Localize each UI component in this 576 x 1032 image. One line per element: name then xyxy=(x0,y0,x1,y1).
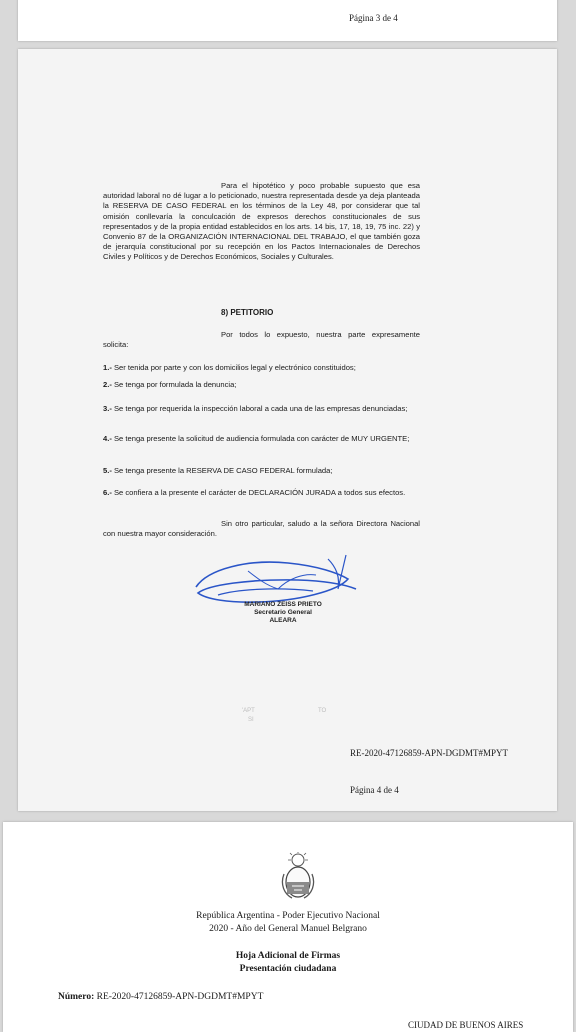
petition-intro: Por todos lo expuesto, nuestra parte expresamente solicita: xyxy=(103,330,420,350)
number-label: Número: xyxy=(58,992,95,1002)
signer-block xyxy=(218,601,348,625)
item-text: Se tenga presente la RESERVA DE CASO FEDERAL formulada; xyxy=(111,466,333,475)
signer-name: MARIANO ZEISS PRIETO xyxy=(244,601,322,608)
faint-stamp-text-2: TO xyxy=(318,708,327,714)
section-heading: 8) PETITORIO xyxy=(221,308,274,317)
item-number: 1.- xyxy=(103,363,112,372)
year-motto: 2020 - Año del General Manuel Belgrano xyxy=(209,924,367,934)
faint-stamp-text-1: 'APT xyxy=(242,708,255,714)
item-text: Se tenga por formulada la denuncia; xyxy=(111,380,237,389)
sheet-title: Hoja Adicional de Firmas xyxy=(235,951,341,961)
item-number: 3.- xyxy=(103,404,112,413)
petition-item-6 xyxy=(103,488,420,498)
reservation-paragraph: Para el hipotético y poco probable supuesto que esa autoridad laboral no dé lugar a lo peticionado, nuestra representada desde ya deja planteada la RESERVA DE CASO FEDERAL en los términos de la Ley 48, por considerar que tal omisión conllevaría la conculcación de expresos derechos constitucionales de sus representados y de la propia entidad establecidos en los arts. 14 bis, 17, 18, 19, 75 inc. 22) y Convenio 87 de la ORGANIZACIÓN INTERNACIONAL DEL TRABAJO, el que también goza de jerarquía constitucional por su recepción en los Pactos Internacionales de Derechos Civiles y Políticos y de Derechos Económicos, Sociales y Culturales. xyxy=(103,181,420,262)
item-number: 6.- xyxy=(103,488,112,497)
item-number: 2.- xyxy=(103,380,112,389)
petition-item-1 xyxy=(103,363,420,373)
signature-sheet-page xyxy=(3,822,573,1032)
petition-item-4 xyxy=(103,434,420,444)
document-page-4 xyxy=(18,49,557,811)
petition-item-2 xyxy=(103,380,420,390)
faint-stamp-text-3: SI xyxy=(248,717,254,723)
item-text: Se tenga por requerida la inspección laboral a cada una de las empresas denunciadas; xyxy=(111,404,408,413)
item-text: Ser tenida por parte y con los domicilios legal y electrónico constituidos; xyxy=(111,363,356,372)
city-text-cutoff: CIUDAD DE BUENOS AIRES xyxy=(408,1020,524,1030)
document-number-row xyxy=(58,992,263,1002)
petition-item-5 xyxy=(103,466,420,476)
number-value: RE-2020-47126859-APN-DGDMT#MPYT xyxy=(96,992,264,1002)
item-number: 4.- xyxy=(103,434,112,443)
government-header: República Argentina - Poder Ejecutivo Nacional xyxy=(196,911,380,921)
petition-item-3 xyxy=(103,404,420,414)
signer-role: Secretario General xyxy=(254,609,312,616)
previous-page-number: Página 3 de 4 xyxy=(349,13,398,23)
sheet-subtitle: Presentación ciudadana xyxy=(239,964,337,974)
item-text: Se confiera a la presente el carácter de DECLARACIÓN JURADA a todos sus efectos. xyxy=(111,488,406,497)
item-text: Se tenga presente la solicitud de audiencia formulada con carácter de MUY URGENTE; xyxy=(111,434,410,443)
document-reference: RE-2020-47126859-APN-DGDMT#MPYT xyxy=(350,748,508,758)
argentina-coat-of-arms-icon xyxy=(280,852,316,900)
closing-paragraph: Sin otro particular, saludo a la señora Directora Nacional con nuestra mayor consideración. xyxy=(103,519,420,539)
signer-organization: ALEARA xyxy=(269,617,297,624)
previous-page-fragment xyxy=(18,0,557,41)
page-number: Página 4 de 4 xyxy=(350,785,399,795)
item-number: 5.- xyxy=(103,466,112,475)
